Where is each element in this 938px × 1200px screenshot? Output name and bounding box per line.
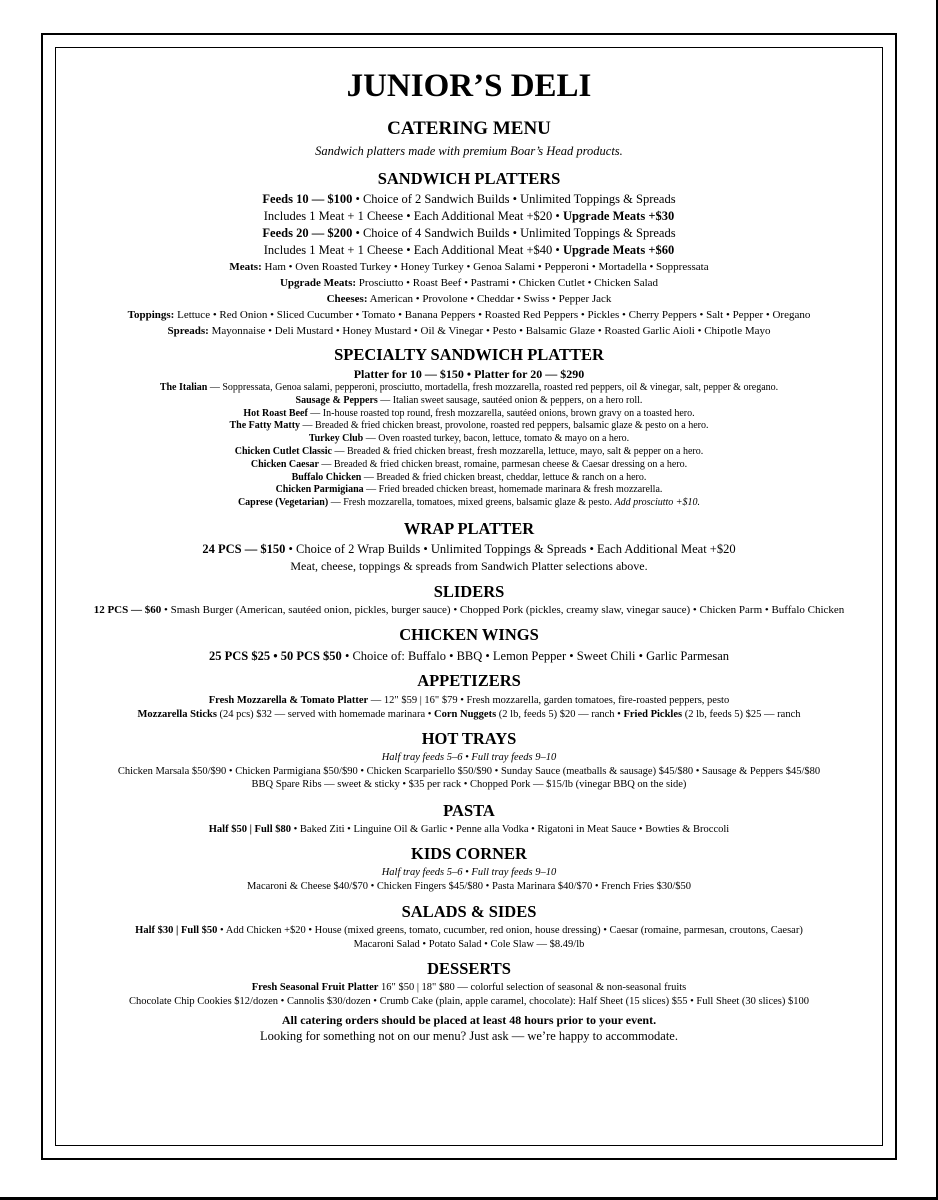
dessert-desc: 16" $50 | 18" $80 — colorful selection of seasonal & non-seasonal fruits: [378, 982, 687, 994]
spreads-line: [57, 323, 881, 339]
section-heading-pasta: PASTA: [443, 800, 495, 820]
section-heading-sandwich-platters: SANDWICH PLATTERS: [377, 169, 561, 188]
wrap-line: [57, 541, 881, 558]
specialty-item-note: Add prosciutto +$10.: [614, 497, 701, 509]
pasta-price: Half $50 | Full $80: [208, 823, 291, 835]
section-heading-wrap: WRAP PLATTER: [403, 518, 535, 538]
pasta-line: [57, 823, 881, 837]
upgrade-meats-line: [57, 275, 881, 291]
specialty-item-desc: — Oven roasted turkey, bacon, lettuce, tomato & mayo on a hero.: [363, 433, 630, 445]
specialty-item-name: Hot Roast Beef: [243, 407, 308, 419]
list-item: [57, 382, 881, 395]
wrap-price: 24 PCS — $150: [202, 541, 286, 556]
list-item: [57, 408, 881, 421]
list-item: [57, 484, 881, 497]
specialty-item-desc: — Breaded & fried chicken breast, cheddar, lettuce & ranch on a hero.: [361, 471, 647, 483]
toppings-list: Lettuce • Red Onion • Sliced Cucumber • Tomato • Banana Peppers • Roasted Red Peppers • Pickles • Cherry Peppers • Salt • Pepper • Oregano: [174, 309, 811, 321]
feeds20-text: • Choice of 4 Sandwich Builds • Unlimited Toppings & Spreads: [352, 226, 676, 240]
wrap-text: • Choice of 2 Wrap Builds • Unlimited Toppings & Spreads • Each Additional Meat +$20: [285, 541, 736, 556]
salads-price: Half $30 | Full $50: [135, 925, 218, 937]
specialty-item-name: The Fatty Matty: [229, 420, 301, 432]
feeds10-line: [57, 191, 881, 208]
specialty-item-desc: — Italian sweet sausage, sautéed onion & peppers, on a hero roll.: [377, 394, 643, 406]
upgrade-meats-label: Upgrade Meats:: [279, 277, 357, 289]
desserts-line1: [57, 981, 881, 995]
section-heading-hot-trays: HOT TRAYS: [421, 729, 517, 749]
menu-title: JUNIOR’S DELI: [346, 68, 592, 104]
specialty-item-name: The Italian: [159, 382, 208, 393]
cheeses-label: Cheeses:: [326, 293, 368, 305]
appetizers-line2: [57, 708, 881, 722]
menu-subtitle: CATERING MENU: [387, 118, 551, 139]
feeds10-price: Feeds 10 — $100: [262, 192, 353, 206]
cheeses-line: [57, 291, 881, 307]
section-heading-appetizers: APPETIZERS: [417, 671, 521, 691]
toppings-line: [57, 307, 881, 323]
specialty-list: [57, 382, 881, 510]
feeds10-text: • Choice of 2 Sandwich Builds • Unlimited Toppings & Spreads: [352, 192, 676, 206]
specialty-item-name: Sausage & Peppers: [295, 394, 378, 406]
appetizer-name: Fresh Mozzarella & Tomato Platter: [208, 695, 369, 707]
specialty-item-name: Chicken Parmigiana: [275, 484, 364, 496]
specialty-item-name: Turkey Club: [308, 433, 364, 445]
section-heading-desserts: DESSERTS: [427, 959, 511, 979]
feeds20-includes: Includes 1 Meat + 1 Cheese • Each Additional Meat +$40 •: [263, 243, 563, 257]
cheeses-list: American • Provolone • Cheddar • Swiss • Pepper Jack: [367, 293, 612, 305]
desserts-line2: Chocolate Chip Cookies $12/dozen • Cannolis $30/dozen • Crumb Cake (plain, apple caramel, chocolate): Half Sheet (15 slices) $55 • Full Sheet (30 slices) $100: [129, 995, 809, 1007]
section-heading-specialty: SPECIALTY SANDWICH PLATTER: [334, 345, 604, 364]
appetizers-line1: [57, 694, 881, 708]
list-item: [57, 433, 881, 446]
hot-trays-note: Half tray feeds 5–6 • Full tray feeds 9–10: [381, 752, 557, 764]
specialty-item-desc: — Soppressata, Genoa salami, pepperoni, prosciutto, mortadella, fresh mozzarella, roasted red peppers, oil & vinegar, salt, pepper & oregano.: [207, 382, 779, 393]
list-item: [57, 446, 881, 459]
pasta-text: • Baked Ziti • Linguine Oil & Garlic • Penne alla Vodka • Rigatoni in Meat Sauce • Bowties & Broccoli: [291, 823, 730, 835]
menu-tagline: Sandwich platters made with premium Boar’s Head products.: [315, 144, 623, 158]
menu-content: [57, 68, 881, 1045]
salads-line2: Macaroni Salad • Potato Salad • Cole Slaw — $8.49/lb: [353, 938, 585, 950]
feeds20-includes-line: [57, 242, 881, 259]
appetizer-desc: — 12" $59 | 16" $79 • Fresh mozzarella, garden tomatoes, fire-roasted peppers, pesto: [368, 695, 730, 707]
specialty-item-name: Chicken Cutlet Classic: [234, 445, 332, 457]
specialty-item-name: Chicken Caesar: [250, 458, 319, 470]
wings-price: 25 PCS $25 • 50 PCS $50: [208, 649, 342, 664]
specialty-item-desc: — Breaded & fried chicken breast, provolone, roasted red peppers, balsamic glaze & pesto on a hero.: [300, 420, 709, 432]
list-item: [57, 497, 881, 510]
feeds20-upgrade: Upgrade Meats +$60: [562, 243, 675, 257]
kids-line: Macaroni & Cheese $40/$70 • Chicken Fingers $45/$80 • Pasta Marinara $40/$70 • French Fries $30/$50: [246, 880, 692, 892]
feeds10-includes-line: [57, 208, 881, 225]
feeds10-includes: Includes 1 Meat + 1 Cheese • Each Additional Meat +$20 •: [263, 209, 563, 223]
footer-ask: Looking for something not on our menu? Just ask — we’re happy to accommodate.: [260, 1029, 678, 1044]
specialty-item-desc: — Fried breaded chicken breast, homemade marinara & fresh mozzarella.: [363, 484, 663, 496]
feeds20-line: [57, 225, 881, 242]
feeds10-upgrade: Upgrade Meats +$30: [562, 209, 675, 223]
wrap-note: Meat, cheese, toppings & spreads from Sandwich Platter selections above.: [290, 558, 648, 573]
feeds20-price: Feeds 20 — $200: [262, 226, 353, 240]
salads-line1: [57, 924, 881, 938]
specialty-item-desc: — Breaded & fried chicken breast, fresh mozzarella, lettuce, mayo, salt & pepper on a hero.: [331, 445, 704, 457]
specialty-item-desc: — Breaded & fried chicken breast, romaine, parmesan cheese & Caesar dressing on a hero.: [318, 458, 688, 470]
list-item: [57, 459, 881, 472]
appetizer-desc: (24 pcs) $32 — served with homemade marinara •: [216, 708, 435, 720]
sliders-line: [57, 604, 881, 618]
appetizer-name: Fried Pickles: [623, 708, 683, 720]
dessert-name: Fresh Seasonal Fruit Platter: [251, 982, 379, 994]
hot-trays-line1: Chicken Marsala $50/$90 • Chicken Parmigiana $50/$90 • Chicken Scarpariello $50/$90 • Sunday Sauce (meatballs & sausage) $45/$80 • Sausage & Peppers $45/$80: [117, 765, 821, 777]
specialty-item-name: Caprese (Vegetarian): [237, 497, 329, 509]
sliders-text: • Smash Burger (American, sautéed onion, pickles, burger sauce) • Chopped Pork (pickles, creamy slaw, vinegar sauce) • Chicken Parm • Buffalo Chicken: [161, 603, 845, 616]
appetizer-desc: (2 lb, feeds 5) $20 — ranch •: [496, 708, 624, 720]
list-item: [57, 472, 881, 485]
spreads-label: Spreads:: [167, 325, 209, 337]
appetizer-name: Mozzarella Sticks: [137, 708, 217, 720]
section-heading-kids: KIDS CORNER: [411, 844, 527, 864]
sandwich-platters-section: [57, 191, 881, 339]
wings-line: [57, 648, 881, 665]
specialty-prices: Platter for 10 — $150 • Platter for 20 — $290: [353, 367, 585, 381]
section-heading-salads: SALADS & SIDES: [401, 902, 537, 922]
toppings-label: Toppings:: [127, 309, 175, 321]
salads-text: • Add Chicken +$20 • House (mixed greens, tomato, cucumber, red onion, house dressing) • Caesar (romaine, parmesan, croutons, Caesar): [217, 925, 803, 937]
specialty-item-desc: — Fresh mozzarella, tomatoes, mixed greens, balsamic glaze & pesto.: [328, 497, 615, 509]
meats-list: Ham • Oven Roasted Turkey • Honey Turkey • Genoa Salami • Pepperoni • Mortadella • Soppressata: [261, 261, 709, 273]
spreads-list: Mayonnaise • Deli Mustard • Honey Mustard • Oil & Vinegar • Pesto • Balsamic Glaze • Roasted Garlic Aioli • Chipotle Mayo: [208, 325, 771, 337]
upgrade-meats-list: Prosciutto • Roast Beef • Pastrami • Chicken Cutlet • Chicken Salad: [356, 277, 659, 289]
section-heading-sliders: SLIDERS: [433, 581, 505, 601]
footer-notice: All catering orders should be placed at least 48 hours prior to your event.: [281, 1013, 657, 1028]
list-item: [57, 395, 881, 408]
list-item: [57, 420, 881, 433]
kids-note: Half tray feeds 5–6 • Full tray feeds 9–10: [381, 867, 557, 879]
section-heading-wings: CHICKEN WINGS: [399, 625, 539, 645]
appetizer-name: Corn Nuggets: [434, 708, 497, 720]
appetizer-desc: (2 lb, feeds 5) $25 — ranch: [682, 708, 801, 720]
wings-text: • Choice of: Buffalo • BBQ • Lemon Pepper • Sweet Chili • Garlic Parmesan: [341, 649, 730, 664]
meats-line: [57, 259, 881, 275]
specialty-item-name: Buffalo Chicken: [291, 471, 362, 483]
hot-trays-line2: BBQ Spare Ribs — sweet & sticky • $35 per rack • Chopped Pork — $15/lb (vinegar BBQ on the side): [251, 779, 687, 791]
sliders-price: 12 PCS — $60: [93, 603, 162, 616]
meats-label: Meats:: [229, 261, 262, 273]
specialty-item-desc: — In-house roasted top round, fresh mozzarella, sautéed onions, brown gravy on a toasted hero.: [307, 407, 695, 419]
